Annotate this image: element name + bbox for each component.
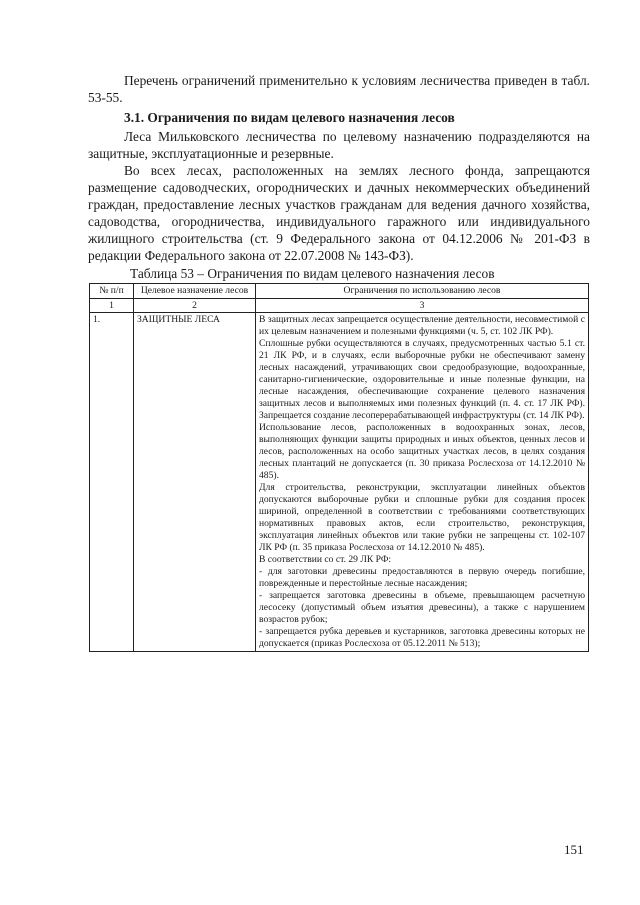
row-restrictions	[256, 313, 589, 652]
section-paragraph-2: Во всех лесах, расположенных на землях лесного фонда, запрещаются размещение садоводческих, огороднических и дачных некоммерческих объединений граждан, предоставление лесных участков гражданам для ведения дачного хозяйства, садоводства, огородничества, индивидуального гаражного или индивидуального жилищного строительства (ст. 9 Федерального закона от 04.12.2006 № 201-ФЗ в редакции Федерального закона от 22.07.2008 № 143-ФЗ).	[88, 163, 590, 263]
row-category: ЗАЩИТНЫЕ ЛЕСА	[134, 313, 256, 652]
table-header-row	[90, 284, 589, 299]
column-number-row	[90, 299, 589, 313]
restriction-paragraph: - запрещается рубка деревьев и кустарников, заготовка древесины которых не допускается (приказ Рослесхоза от 05.12.2011 № 513);	[259, 626, 585, 649]
restriction-paragraph: Для строительства, реконструкции, эксплуатации линейных объектов допускаются выборочные рубки и сплошные рубки для создания просек шириной, определенной в соответствии с требованиями соответствующих нормативных правовых актов, если строительство, реконструкция, эксплуатация линейных объектов или такие рубки не запрещены ст. 102-107 ЛК РФ (п. 35 приказа Рослесхоза от 14.12.2010 № 485).	[259, 482, 585, 553]
restrictions-table	[89, 283, 589, 652]
intro-paragraph: Перечень ограничений применительно к условиям лесничества приведен в табл. 53-55.	[88, 73, 590, 105]
section-paragraph-1: Леса Мильковского лесничества по целевому назначению подразделяются на защитные, эксплуатационные и резервные.	[88, 129, 590, 161]
header-purpose: Целевое назначение лесов	[134, 284, 256, 299]
restriction-paragraph: В соответствии со ст. 29 ЛК РФ:	[259, 554, 392, 565]
page-number: 151	[564, 842, 584, 857]
restriction-paragraph: Использование лесов, расположенных в водоохранных зонах, лесов, выполняющих функции защиты природных и иных объектов, ценных лесов и лесов, расположенных на особо защитных участках лесов, в целях создания лесных плантаций не допускается (п. 30 приказа Рослесхоза от 14.12.2010 № 485).	[259, 422, 585, 481]
col-number-3: 3	[256, 299, 589, 313]
restriction-paragraph: - запрещается заготовка древесины в объеме, превышающем расчетную лесосеку (допустимый объем изъятия древесины), а также с нарушением возрастов рубок;	[259, 590, 585, 625]
table-row	[90, 313, 589, 652]
col-number-2: 2	[134, 299, 256, 313]
header-num: № п/п	[90, 284, 134, 299]
row-number: 1.	[90, 313, 134, 652]
restriction-paragraph: Сплошные рубки осуществляются в случаях, предусмотренных частью 5.1 ст. 21 ЛК РФ, и в случаях, если выборочные рубки не обеспечивают замену лесных насаждений, утрачивающих свои средообразующие, водоохранные, санитарно-гигиенические, оздоровительные и иные полезные функции, на лесные насаждения, обеспечивающие сохранение целевого назначения защитных лесов и выполняемых ими полезных функций (п. 4. ст. 17 ЛК РФ). Запрещается создание лесоперерабатывающей инфраструктуры (ст. 14 ЛК РФ).	[259, 338, 585, 421]
section-heading: 3.1. Ограничения по видам целевого назначения лесов	[124, 110, 455, 125]
header-restrictions: Ограничения по использованию лесов	[256, 284, 589, 299]
restriction-paragraph: В защитных лесах запрещается осуществление деятельности, несовместимой с их целевым назначением и полезными функциями (ч. 5, ст. 102 ЛК РФ).	[259, 314, 585, 337]
table-caption: Таблица 53 – Ограничения по видам целевого назначения лесов	[130, 266, 495, 281]
restriction-paragraph: - для заготовки древесины предоставляются в первую очередь погибшие, поврежденные и перестойные лесные насаждения;	[259, 566, 585, 589]
col-number-1: 1	[90, 299, 134, 313]
